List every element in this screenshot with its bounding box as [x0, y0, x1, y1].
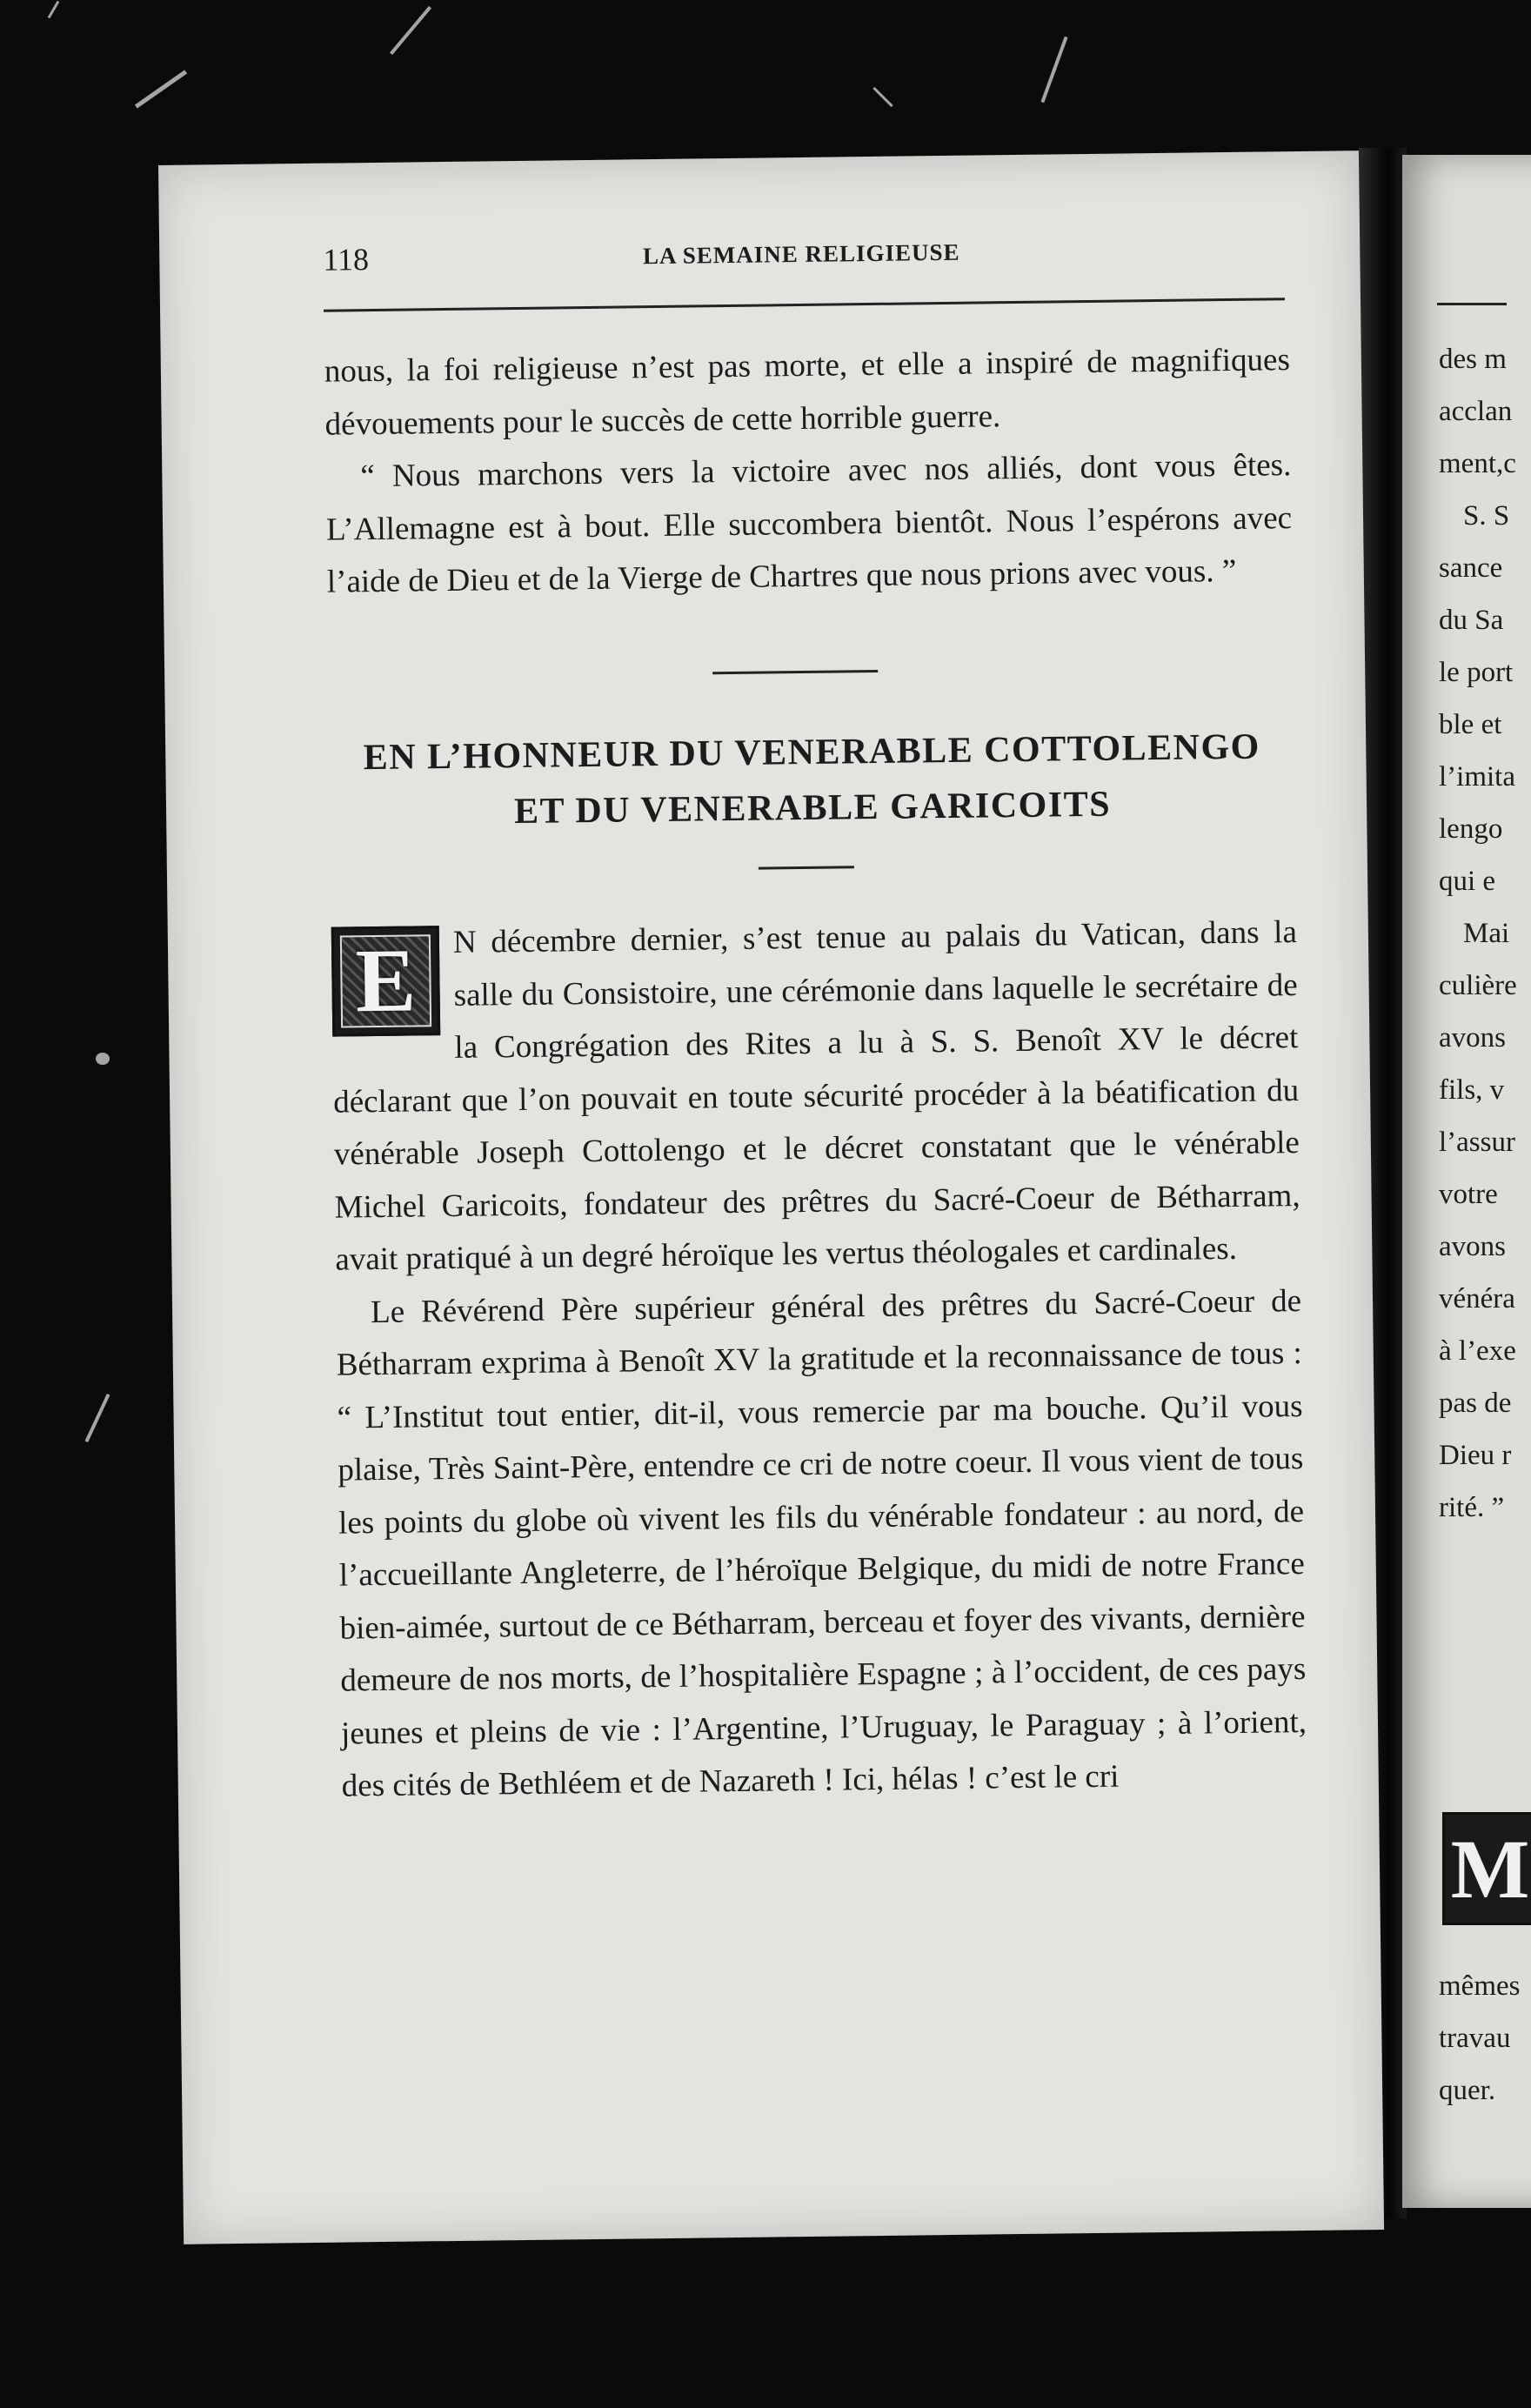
- drop-cap: [331, 926, 441, 1037]
- film-scratch: [1040, 37, 1067, 104]
- heading-line: ET DU VENERABLE GARICOITS: [513, 784, 1112, 833]
- adjacent-line: S. S: [1463, 500, 1510, 532]
- article-heading: [329, 719, 1295, 842]
- paragraph: N décembre dernier, s’est tenue au palais du Vatican, dans la salle du Consistoire, une cérémonie dans laquelle le secrétaire de la Congrégation des Rites a lu à S. S. Benoît XV le décret déclarant que l’on pouvait en toute sécurité procéder à la béatification du vénérable Joseph Cottolengo et le décret constatant que le vénérable Michel Garicoits, fondateur des prêtres du Sacré-Coeur de Bétharram, avait pratiqué à un degré héroïque les vertus théologales et cardinales.: [332, 914, 1300, 1278]
- continued-text: [324, 334, 1294, 609]
- adjacent-line: vénéra: [1439, 1283, 1515, 1314]
- adjacent-text-column-2: [1439, 1960, 1531, 2117]
- adjacent-line: Mai: [1463, 918, 1510, 949]
- film-scratch: [135, 70, 187, 108]
- adjacent-header-rule: [1437, 303, 1507, 305]
- adjacent-line: avons: [1439, 1022, 1506, 1054]
- section-divider: [712, 670, 878, 674]
- drop-cap-letter: E: [355, 930, 417, 1032]
- adjacent-line: du Sa: [1439, 605, 1504, 636]
- adjacent-line: acclan: [1439, 396, 1513, 427]
- film-scratch: [85, 1394, 110, 1442]
- adjacent-line: ble et: [1439, 709, 1502, 740]
- film-scratch: [48, 1, 60, 19]
- running-title: LA SEMAINE RELIGIEUSE: [642, 238, 960, 270]
- film-scratch: [390, 6, 431, 55]
- adjacent-line: sance: [1439, 552, 1503, 584]
- adjacent-line: rité. ”: [1439, 1492, 1505, 1523]
- film-scratch: [872, 87, 893, 107]
- page-header: [323, 230, 1280, 284]
- adjacent-text-column: [1439, 333, 1531, 1534]
- adjacent-line: avons: [1439, 1231, 1506, 1262]
- header-rule: [324, 298, 1285, 311]
- adjacent-line: travau: [1439, 2023, 1511, 2054]
- adjacent-drop-cap: [1442, 1812, 1531, 1925]
- adjacent-line: fils, v: [1439, 1074, 1505, 1106]
- adjacent-line: le port: [1439, 657, 1514, 688]
- adjacent-line: votre: [1439, 1179, 1498, 1210]
- paragraph: nous, la foi religieuse n’est pas morte, et elle a inspiré de magnifiques dévouements pour le succès de cette horrible guerre.: [324, 342, 1291, 443]
- article-body: [331, 906, 1307, 1813]
- heading-divider: [759, 866, 854, 869]
- adjacent-line: l’assur: [1439, 1127, 1515, 1158]
- paragraph: Le Révérend Père supérieur général des prêtres du Sacré-Coeur de Bétharram exprima à Benoît XV la gratitude et la reconnaissance de tous : “ L’Institut tout entier, dit-il, vous remercie par ma bouche. Qu’il vous plaise, Très Saint-Père, entendre ce cri de notre coeur. Il vous vient de tous les points du globe où vivent les fils du vénérable fondateur : au nord, de l’accueillante Angleterre, de l’héroïque Belgique, du midi de notre France bien-aimée, surtout de ce Bétharram, berceau et foyer des vivants, dernière demeure de nos morts, de l’hospitalière Espagne ; à l’occident, de ces pays jeunes et pleins de vie : l’Argentine, l’Uruguay, le Paraguay ; à l’orient, des cités de Bethléem et de Nazareth ! Ici, hélas ! c’est le cri: [336, 1282, 1307, 1804]
- adjacent-line: des m: [1439, 344, 1507, 375]
- adjacent-line: Dieu r: [1439, 1440, 1512, 1471]
- adjacent-line: l’imita: [1439, 761, 1515, 793]
- adjacent-line: à l’exe: [1439, 1335, 1516, 1367]
- adjacent-line: lengo: [1439, 813, 1503, 845]
- paragraph: “ Nous marchons vers la victoire avec nos alliés, dont vous êtes. L’Allemagne est à bout. Elle succombera bientôt. Nous l’espérons avec l’aide de Dieu et de la Vierge de Chartres que nous prions avec vous. ”: [325, 447, 1293, 600]
- heading-line: EN L’HONNEUR DU VENERABLE COTTOLENGO: [363, 726, 1261, 779]
- adjacent-line: quer.: [1439, 2075, 1496, 2106]
- book-page: [158, 150, 1384, 2244]
- adjacent-line: pas de: [1439, 1388, 1512, 1419]
- adjacent-page: [1402, 155, 1531, 2208]
- adjacent-drop-cap-letter: M: [1450, 1822, 1530, 1916]
- film-scratch: [96, 1053, 110, 1065]
- adjacent-line: qui e: [1439, 866, 1496, 897]
- adjacent-line: mêmes: [1439, 1970, 1521, 2002]
- adjacent-line: culière: [1439, 970, 1517, 1001]
- page-number: 118: [323, 242, 370, 278]
- adjacent-line: ment,c: [1439, 448, 1516, 479]
